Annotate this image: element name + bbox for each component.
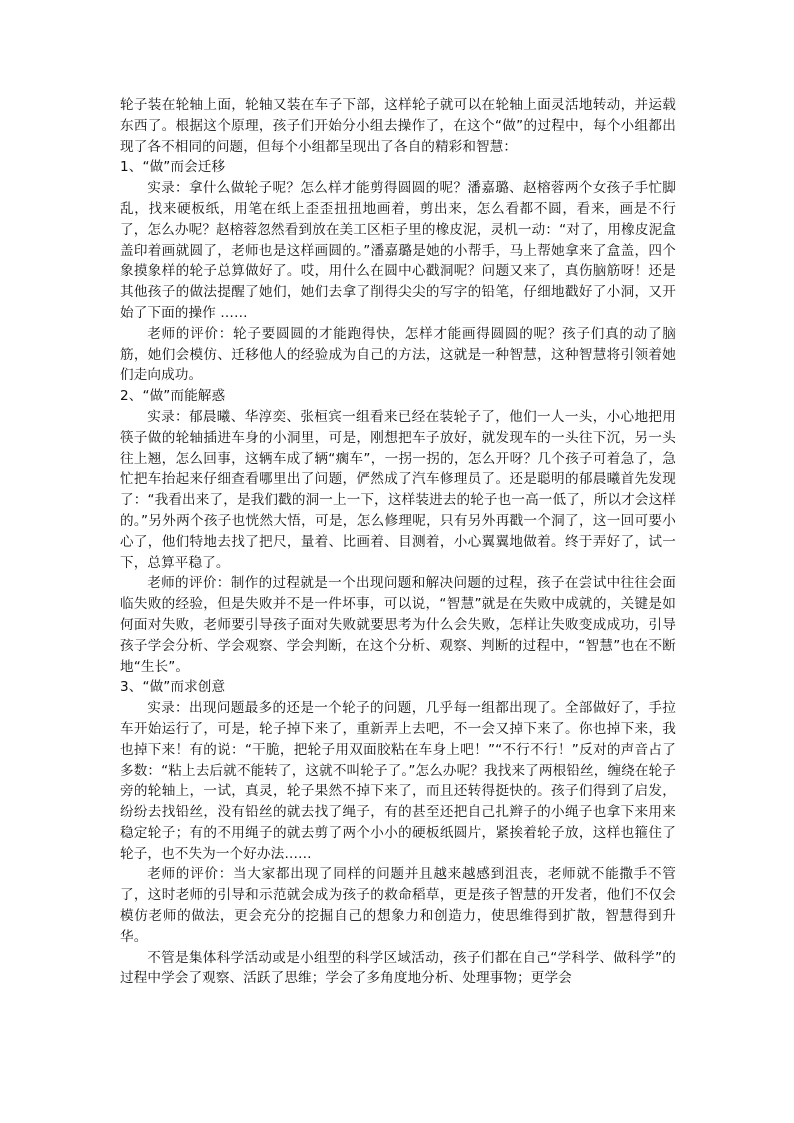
summary-paragraph: 不管是集体科学活动或是小组型的科学区域活动，孩子们都在自己“学科学、做科学”的过程中学会了观察、活跃了思维；学会了多角度地分析、处理事物；更学会 (120, 949, 676, 987)
record-paragraph-1: 实录：拿什么做轮子呢？怎么样才能剪得圆圆的呢？潘嘉璐、赵榕蓉两个女孩子手忙脚乱，找来硬板纸，用笔在纸上歪歪扭扭地画着，剪出来，怎么看都不圆，看来，画是不行了，怎么办呢？赵榕蓉忽然看到放在美工区柜子里的橡皮泥，灵机一动：“对了，用橡皮泥盒盖印着画就圆了，老师也是这样画圆的。”潘嘉璐是她的小帮手，马上帮她拿来了盒盖，四个象摸象样的轮子总算做好了。哎，用什么在圆中心戳洞呢？问题又来了，真伤脑筋呀！还是其他孩子的做法提醒了她们，她们去拿了削得尖尖的写字的铅笔，仔细地戳好了小洞，又开始了下面的操作 …… (120, 180, 676, 321)
section-heading-1: 1、“做”而会迁移 (120, 159, 226, 176)
section-heading-3: 3、“做”而求创意 (120, 679, 226, 696)
intro-paragraph: 轮子装在轮轴上面，轮轴又装在车子下部，这样轮子就可以在轮轴上面灵活地转动，并运载东西了。根据这个原理，孩子们开始分小组去操作了，在这个“做”的过程中，每个小组都出现了各不相同的问题，但每个小组都呈现出了各自的精彩和智慧： (120, 97, 676, 155)
teacher-comment-3: 老师的评价：当大家都出现了同样的问题并且越来越感到沮丧，老师就不能撒手不管了，这时老师的引导和示范就会成为孩子的救命稻草，更是孩子智慧的开发者，他们不仅会模仿老师的做法，更会充分的挖掘自己的想象力和创造力，使思维得到扩散，智慧得到升华。 (120, 866, 676, 945)
teacher-comment-1: 老师的评价：轮子要圆圆的才能跑得快，怎样才能画得圆圆的呢？孩子们真的动了脑筋，她们会模仿、迁移他人的经验成为自己的方法，这就是一种智慧，这种智慧将引领着她们走向成功。 (120, 325, 676, 384)
record-paragraph-3: 实录：出现问题最多的还是一个轮子的问题，几乎每一组都出现了。全部做好了，手拉车开始运行了，可是，轮子掉下来了，重新弄上去吧，不一会又掉下来了。你也掉下来，我也掉下来！有的说：“干脆，把轮子用双面胶粘在车身上吧！”“不行不行！”反对的声音占了多数：“粘上去后就不能转了，这就不叫轮子了。”怎么办呢？我找来了两根铅丝，缠绕在轮子旁的轮轴上，一试，真灵，轮子果然不掉下来了，而且还转得挺快的。孩子们得到了启发，纷纷去找铅丝，没有铅丝的就去找了绳子，有的甚至还把自己扎辫子的小绳子也拿下来用来稳定轮子；有的不用绳子的就去剪了两个小小的硬板纸圆片，紧挨着轮子放，这样也箍住了轮子，也不失为一个好办法…… (120, 700, 676, 862)
document-page (120, 95, 676, 989)
record-paragraph-2: 实录：郁晨曦、华淳奕、张桓宾一组看来已经在装轮子了，他们一人一头，小心地把用筷子做的轮轴插进车身的小洞里，可是，刚想把车子放好，就发现车的一头往下沉，另一头往上翘，怎么回事，这辆车成了辆“瘸车”，一拐一拐的，怎么开呀？几个孩子可着急了，急忙把车抬起来仔细查看哪里出了问题，俨然成了汽车修理员了。还是聪明的郁晨曦首先发现了：“我看出来了，是我们戳的洞一上一下，这样装进去的轮子也一高一低了，所以才会这样的。”另外两个孩子也恍然大悟，可是，怎么修理呢，只有另外再戳一个洞了，这一回可要小心了，他们特地去找了把尺，量着、比画着、目测着，小心翼翼地做着。终于弄好了，试一下，总算平稳了。 (120, 408, 676, 571)
teacher-comment-2: 老师的评价：制作的过程就是一个出现问题和解决问题的过程，孩子在尝试中往往会面临失败的经验，但是失败并不是一件坏事，可以说，“智慧”就是在失败中成就的，关键是如何面对失败，老师要引导孩子面对失败就要思考为什么会失败，怎样让失败变成成功，引导孩子学会分析、学会观察、学会判断，在这个分析、观察、判断的过程中，“智慧”也在不断地“生长”。 (120, 575, 676, 675)
section-heading-2: 2、“做”而能解惑 (120, 388, 226, 405)
